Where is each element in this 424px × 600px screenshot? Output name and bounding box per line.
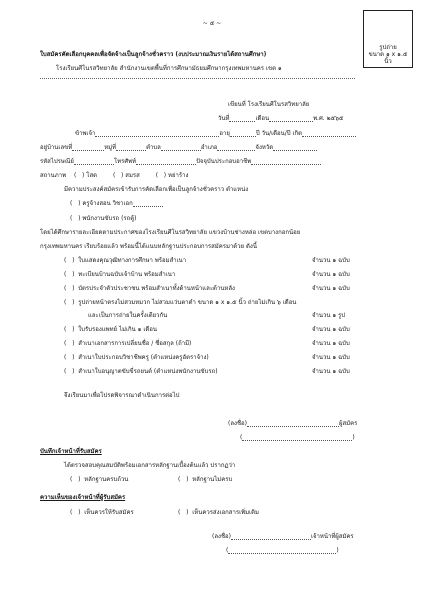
- document-qty: จำนวน ๑ ฉบับ: [312, 354, 350, 361]
- paragraph-line-2: กรุงเทพมหานคร เรียบร้อยแล้ว พร้อมนี้ได้แนบหลักฐานประกอบการสมัครมาด้วย ดังนี้: [40, 243, 257, 250]
- document-item[interactable]: ( ) ใบแสดงคุณวุฒิทางการศึกษา พร้อมสำเนา: [64, 257, 187, 264]
- province-field[interactable]: [273, 144, 317, 151]
- date-year-label: พ.ศ. ๒๕๖๕: [313, 115, 344, 122]
- document-item[interactable]: ( ) รูปถ่ายหน้าตรงไม่สวมหมวก ไม่สวมแว่นตาดำ ขนาด ๑ x ๑.๕ นิ้ว ถ่ายไม่เกิน ๖ เดือน: [64, 299, 297, 306]
- document-qty: จำนวน ๑ ฉบับ: [312, 326, 350, 333]
- officer-sign-label: (ลงชื่อ): [212, 533, 231, 540]
- applicant-sign-label: (ลงชื่อ): [228, 420, 247, 427]
- postcode-field[interactable]: [74, 158, 114, 165]
- document-qty: จำนวน ๑ รูป: [312, 312, 346, 319]
- major-field[interactable]: [133, 200, 163, 207]
- province-label: จังหวัด: [255, 144, 274, 151]
- address-line: [40, 144, 317, 151]
- officer-opinion-title: ความเห็นของเจ้าหน้าที่ผู้รับสมัคร: [40, 494, 126, 501]
- page-number: ~ ๕ ~: [202, 20, 222, 27]
- officer-name-field[interactable]: [228, 547, 336, 554]
- house-number-field[interactable]: [72, 144, 104, 151]
- title-divider: [40, 78, 355, 79]
- photo-box-label-3: นิ้ว: [384, 58, 392, 65]
- form-title: ใบสมัครคัดเลือกบุคคลเพื่อจัดจ้างเป็นลูกจ้างชั่วคราว (งบประมาณเงินรายได้สถานศึกษา): [40, 51, 267, 58]
- amphoe-field[interactable]: [217, 144, 255, 151]
- age-label: อายุ: [219, 130, 230, 137]
- name-label: ข้าพเจ้า: [75, 130, 96, 137]
- document-qty: จำนวน ๑ ฉบับ: [312, 285, 350, 292]
- school-line: โรงเรียนศีโนรสวิทยาลัย สำนักงานเขตพื้นที่การศึกษามัธยมศึกษากรุงเทพมหานคร เขต ๑: [56, 65, 282, 72]
- position-driver-label: พนักงานขับรถ (รถตู้): [82, 215, 137, 222]
- position-intro: มีความประสงค์สมัครเข้ารับการคัดเลือกเพื่อเป็นลูกจ้างชั่วคราว ตำแหน่ง: [64, 186, 249, 193]
- document-item[interactable]: ( ) ใบรับรองแพทย์ ไม่เกิน ๑ เดือน: [64, 326, 157, 333]
- officer-signature-line: [212, 533, 354, 540]
- applicant-name-line: ( ): [240, 434, 355, 441]
- request-more-docs-option[interactable]: ( ) เห็นควรส่งเอกสารเพิ่มเติม: [178, 509, 259, 516]
- birthdate-field[interactable]: [302, 130, 356, 137]
- document-item[interactable]: ( ) สำเนาใบประกอบวิชาชีพครู (ตำแหน่งครูอัตราจ้าง): [64, 354, 209, 361]
- photo-box-label-1: รูปถ่าย: [379, 44, 397, 51]
- moo-label: หมู่ที่: [104, 144, 117, 151]
- document-item[interactable]: ( ) สำเนาใบอนุญาตขับขี่รถยนต์ (ตำแหน่งพนักงานขับรถ): [64, 368, 218, 375]
- applicant-role: ผู้สมัคร: [338, 420, 358, 427]
- position-driver-option[interactable]: ( ) พนักงานขับรถ (รถตู้): [70, 215, 137, 222]
- position-teacher-label: ครูจ้างสอน วิชาเอก: [82, 200, 133, 207]
- name-line: [75, 130, 356, 137]
- occupation-field[interactable]: [251, 158, 321, 165]
- photo-box-label-2: ขนาด ๑ x ๑.๕: [368, 51, 408, 58]
- officer-record-text: ได้ตรวจสอบคุณสมบัติพร้อมเอกสารหลักฐานเบื้องต้นแล้ว ปรากฏว่า: [64, 462, 236, 469]
- contact-line: [40, 158, 321, 165]
- date-day-label: วันที่: [218, 115, 230, 122]
- officer-role: เจ้าหน้าที่ผู้สมัคร: [310, 533, 354, 540]
- occupation-label: ปัจจุบันประกอบอาชีพ: [196, 158, 252, 165]
- document-qty: จำนวน ๑ ฉบับ: [312, 340, 350, 347]
- name-field[interactable]: [95, 130, 219, 137]
- tambon-field[interactable]: [161, 144, 201, 151]
- document-qty: จำนวน ๑ ฉบับ: [312, 368, 350, 375]
- phone-label: โทรศัพท์: [113, 158, 137, 165]
- document-item[interactable]: ( ) ทะเบียนบ้านฉบับเจ้าบ้าน พร้อมสำเนา: [64, 271, 176, 278]
- document-item-continued: และเป็นการถ่ายในครั้งเดียวกัน: [88, 312, 168, 319]
- amphoe-label: อำเภอ: [200, 144, 218, 151]
- paragraph-line-1: โดยได้ศึกษารายละเอียดตามประกาศของโรงเรียนศีโนรสวิทยาลัย แขวงบ้านช่างหล่อ เขตบางกอกน้อย: [40, 229, 301, 236]
- written-at: เขียนที่ โรงเรียนศีโนรสวิทยาลัย: [228, 101, 310, 108]
- closing-text: จึงเรียนมาเพื่อโปรดพิจารณาดำเนินการต่อไป: [64, 392, 180, 399]
- address-label: อยู่บ้านเลขที่: [40, 144, 73, 151]
- born-label: ปี วัน/เดือน/ปี เกิด: [255, 130, 303, 137]
- applicant-name-field[interactable]: [242, 434, 352, 441]
- applicant-signature-field[interactable]: [247, 420, 339, 427]
- applicant-signature-line: [228, 420, 357, 427]
- date-month-label: เดือน: [255, 115, 270, 122]
- date-month-field[interactable]: [269, 115, 313, 122]
- document-qty: จำนวน ๑ ฉบับ: [312, 257, 350, 264]
- phone-field[interactable]: [136, 158, 196, 165]
- marital-option-single[interactable]: ( ) โสด: [73, 172, 98, 179]
- date-day-field[interactable]: [229, 115, 255, 122]
- marital-status-line: [40, 172, 188, 179]
- date-line: [218, 115, 343, 122]
- marital-option-married[interactable]: ( ) สมรส: [112, 172, 140, 179]
- moo-field[interactable]: [116, 144, 146, 151]
- position-teacher-option[interactable]: ( ) ครูจ้างสอน วิชาเอก: [70, 200, 163, 207]
- officer-name-line: ( ): [226, 547, 339, 554]
- postcode-label: รหัสไปรษณีย์: [40, 158, 74, 165]
- officer-signature-field[interactable]: [231, 533, 311, 540]
- age-field[interactable]: [230, 130, 256, 137]
- approve-option[interactable]: ( ) เห็นควรให้รับสมัคร: [70, 509, 134, 516]
- documents-incomplete-option[interactable]: ( ) หลักฐานไม่ครบ: [178, 476, 233, 483]
- tambon-label: ตำบล: [146, 144, 161, 151]
- photo-box: [363, 10, 413, 68]
- officer-record-title: บันทึกเจ้าหน้าที่รับสมัคร: [40, 448, 102, 455]
- document-item[interactable]: ( ) สำเนาเอกสารการเปลี่ยนชื่อ / ชื่อสกุล (ถ้ามี): [64, 340, 192, 347]
- documents-complete-option[interactable]: ( ) หลักฐานครบถ้วน: [70, 476, 129, 483]
- document-qty: จำนวน ๑ ฉบับ: [312, 271, 350, 278]
- marital-option-divorced[interactable]: ( ) หย่าร้าง: [155, 172, 189, 179]
- document-item[interactable]: ( ) บัตรประจำตัวประชาชน พร้อมสำเนาทั้งด้านหน้าและด้านหลัง: [64, 285, 235, 292]
- status-label: สถานภาพ: [40, 172, 67, 179]
